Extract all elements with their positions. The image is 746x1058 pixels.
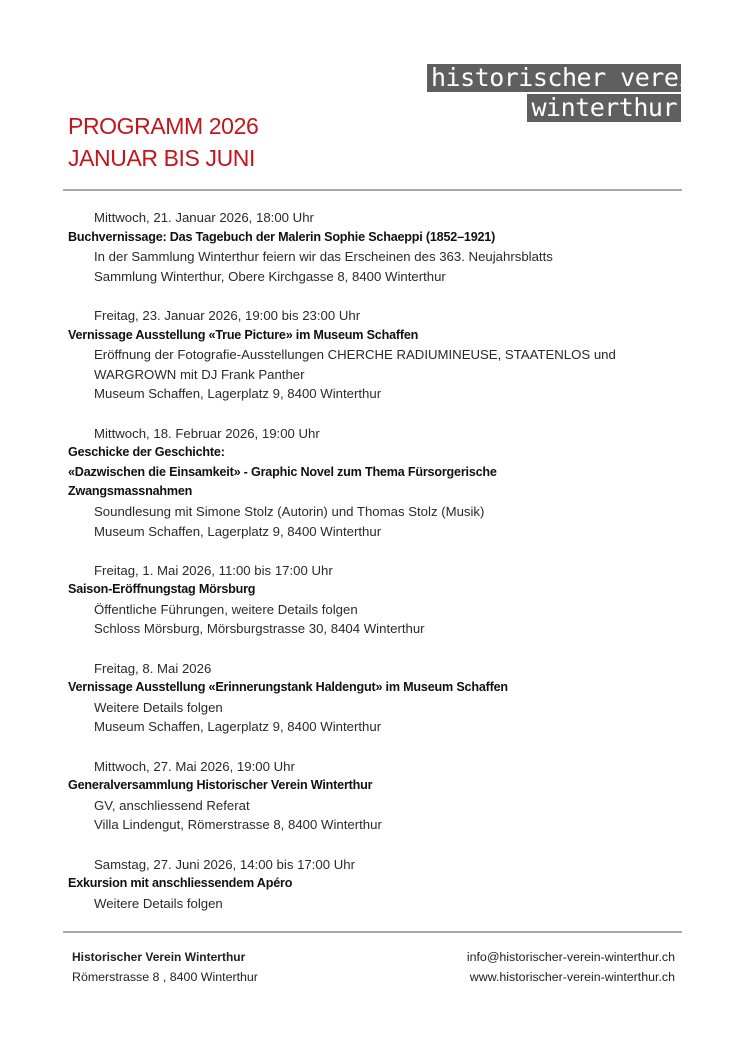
event-date: Freitag, 23. Januar 2026, 19:00 bis 23:00 Uhr [94, 307, 361, 323]
event-detail: WARGROWN mit DJ Frank Panther [94, 366, 305, 382]
event-item [68, 424, 688, 542]
event-detail: Museum Schaffen, Lagerplatz 9, 8400 Winterthur [94, 719, 382, 735]
footer-org-name: Historischer Verein Winterthur [72, 950, 246, 964]
event-title: Buchvernissage: Das Tagebuch der Malerin Sophie Schaeppi (1852–1921) [68, 229, 496, 244]
event-title: Vernissage Ausstellung «Erinnerungstank Haldengut» im Museum Schaffen [68, 680, 508, 695]
event-item [68, 208, 688, 286]
bottom-divider [63, 931, 682, 933]
event-detail: Museum Schaffen, Lagerplatz 9, 8400 Winterthur [94, 523, 382, 539]
page-title [68, 110, 258, 174]
event-item [68, 561, 688, 639]
event-list [68, 208, 688, 913]
footer-address: Römerstrasse 8 , 8400 Winterthur [72, 970, 258, 984]
page-title-line-2: JANUAR BIS JUNI [68, 145, 255, 171]
event-title: Exkursion mit anschliessendem Apéro [68, 876, 293, 891]
event-detail: In der Sammlung Winterthur feiern wir das Erscheinen des 363. Neujahrsblatts [94, 249, 553, 265]
footer-address-block [72, 947, 258, 987]
event-date: Mittwoch, 21. Januar 2026, 18:00 Uhr [94, 210, 314, 225]
event-date: Mittwoch, 27. Mai 2026, 19:00 Uhr [94, 758, 295, 774]
event-item [68, 306, 688, 404]
event-detail: Öffentliche Führungen, weitere Details folgen [94, 601, 358, 617]
event-date: Samstag, 27. Juni 2026, 14:00 bis 17:00 Uhr [94, 856, 355, 872]
footer-contact-block [467, 947, 675, 987]
footer-email-link[interactable]: info@historischer-verein-winterthur.ch [466, 950, 675, 964]
page-title-line-1: PROGRAMM 2026 [68, 113, 259, 139]
event-title: Zwangsmassnahmen [68, 484, 193, 499]
footer-website-link[interactable]: www.historischer-verein-winterthur.ch [469, 970, 675, 984]
event-title: Vernissage Ausstellung «True Picture» im Museum Schaffen [68, 327, 419, 342]
event-item [68, 757, 688, 835]
event-date: Mittwoch, 18. Februar 2026, 19:00 Uhr [94, 425, 320, 441]
event-detail: Villa Lindengut, Römerstrasse 8, 8400 Winterthur [94, 817, 382, 833]
event-title: Geschicke der Geschichte: [68, 445, 225, 460]
event-date: Freitag, 8. Mai 2026 [94, 660, 212, 676]
event-detail: Sammlung Winterthur, Obere Kirchgasse 8, 8400 Winterthur [94, 268, 446, 284]
event-detail: Museum Schaffen, Lagerplatz 9, 8400 Winterthur [94, 386, 382, 402]
event-detail: GV, anschliessend Referat [94, 797, 250, 813]
logo-line-2: winterthur [527, 94, 681, 122]
event-date: Freitag, 1. Mai 2026, 11:00 bis 17:00 Uhr [94, 562, 333, 578]
event-item [68, 659, 688, 737]
logo [427, 63, 708, 122]
event-detail: Schloss Mörsburg, Mörsburgstrasse 30, 8404 Winterthur [94, 621, 425, 637]
event-detail: Weitere Details folgen [94, 895, 223, 911]
logo-line-1: historischer verein [427, 64, 681, 92]
event-title: «Dazwischen die Einsamkeit» - Graphic Novel zum Thema Fürsorgerische [68, 464, 497, 479]
event-item [68, 855, 688, 914]
event-detail: Soundlesung mit Simone Stolz (Autorin) und Thomas Stolz (Musik) [94, 503, 485, 519]
top-divider [63, 189, 682, 191]
event-title: Saison-Eröffnungstag Mörsburg [68, 582, 256, 597]
event-detail: Eröffnung der Fotografie-Ausstellungen CHERCHE RADIUMINEUSE, STAATENLOS und [94, 347, 616, 363]
event-detail: Weitere Details folgen [94, 699, 223, 715]
event-title: Generalversammlung Historischer Verein Winterthur [68, 778, 373, 793]
